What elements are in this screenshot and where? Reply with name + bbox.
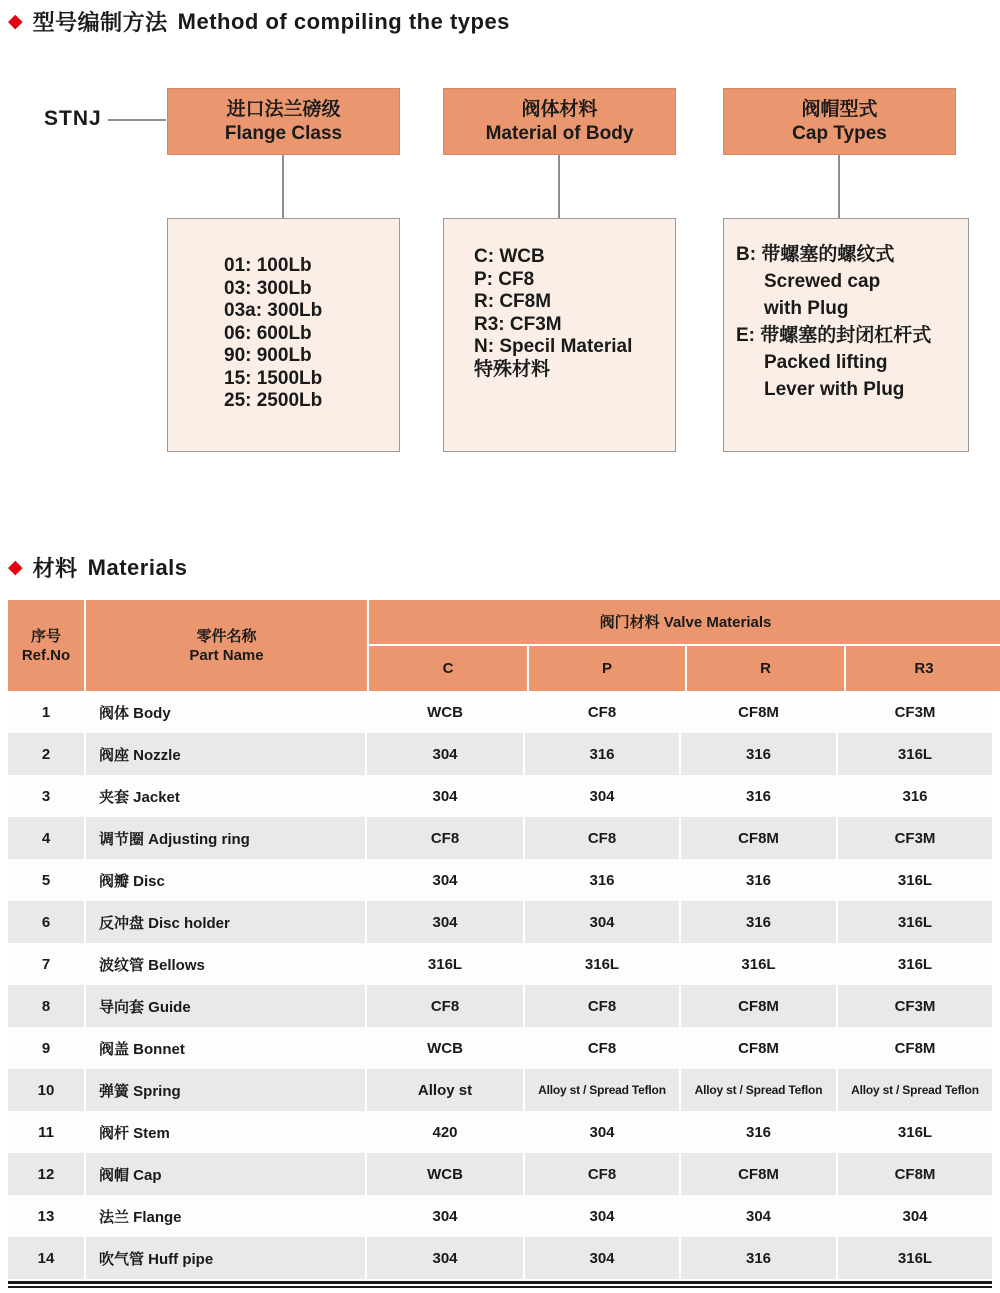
header-cell-part-name [86, 600, 367, 691]
row-material-value: 316 [679, 1237, 836, 1279]
row-material-value: CF8M [679, 985, 836, 1027]
row-material-value: 316 [679, 859, 836, 901]
section-title-method-zh: 型号编制方法 [32, 10, 168, 35]
row-material-value: 304 [523, 901, 679, 943]
row-ref-no: 8 [41, 997, 51, 1015]
diagram-item: N: Specil Material [474, 336, 633, 357]
row-material-value: 304 [365, 733, 523, 775]
diagram-item: R3: CF3M [474, 313, 562, 335]
table-bottom-rule-thin [8, 1286, 992, 1288]
diagram-header-en: Material of Body [485, 122, 634, 144]
row-material-value: 316 [523, 859, 679, 901]
row-material-value: CF8M [679, 1153, 836, 1195]
row-material-value: CF8M [679, 691, 836, 733]
row-material-value: CF8M [836, 1027, 992, 1069]
diagram-item: 特殊材料 [474, 358, 551, 380]
row-ref-no: 7 [41, 955, 51, 973]
row-material-value: 304 [365, 859, 523, 901]
row-part-name: 弹簧 Spring [84, 1069, 365, 1111]
header-col-c: C [442, 660, 454, 677]
diagram-item: B: 带螺塞的螺纹式 [736, 244, 895, 265]
connector-line-vertical [558, 155, 560, 218]
table-row [8, 1111, 992, 1153]
row-material-value: 304 [523, 1111, 679, 1153]
header-part-name-zh: 零件名称 [196, 627, 257, 645]
header-cell-ref-no [8, 600, 84, 691]
table-row [8, 733, 992, 775]
row-material-value: 316L [836, 943, 992, 985]
diamond-bullet-icon: ◆ [8, 11, 23, 32]
row-ref-no: 9 [41, 1039, 51, 1057]
row-material-value: WCB [365, 1153, 523, 1195]
connector-line-vertical [282, 155, 284, 218]
model-code: STNJ [44, 107, 102, 130]
materials-table-header [8, 600, 992, 691]
row-material-value: Alloy st / Spread Teflon [679, 1069, 836, 1111]
diagram-item: E: 带螺塞的封闭杠杆式 [736, 325, 932, 346]
diagram-item: with Plug [764, 298, 849, 319]
row-material-value: 316L [836, 901, 992, 943]
diagram-header-en: Flange Class [224, 122, 343, 144]
row-part-name: 夹套 Jacket [84, 775, 365, 817]
row-part-name: 波纹管 Bellows [84, 943, 365, 985]
row-material-value: WCB [365, 691, 523, 733]
diagram-item: R: CF8M [474, 291, 552, 312]
diagram-item: Lever with Plug [764, 379, 905, 400]
row-material-value: 316L [679, 943, 836, 985]
row-material-value: CF8 [523, 817, 679, 859]
row-ref-no: 5 [41, 871, 51, 889]
row-part-name: 调节圈 Adjusting ring [84, 817, 365, 859]
row-material-value: CF3M [836, 985, 992, 1027]
diagram-item: 06: 600Lb [224, 322, 312, 344]
row-ref-no: 10 [37, 1081, 55, 1099]
diagram-header-material-of-body [443, 88, 676, 155]
diagram-item: 03a: 300Lb [224, 300, 323, 321]
row-material-value: 420 [365, 1111, 523, 1153]
row-material-value: Alloy st [365, 1069, 523, 1111]
table-row [8, 691, 992, 733]
row-material-value: 304 [365, 901, 523, 943]
diagram-list-cap-types [723, 218, 969, 452]
header-cell-p [529, 646, 685, 691]
table-row [8, 985, 992, 1027]
header-col-r: R [760, 660, 771, 677]
materials-table-body [8, 691, 992, 1279]
diagram-header-cap-types [723, 88, 956, 155]
header-cell-c [369, 646, 527, 691]
diagram-header-zh: 阀帽型式 [801, 98, 878, 120]
row-part-name: 反冲盘 Disc holder [84, 901, 365, 943]
row-ref-no: 3 [41, 787, 51, 805]
row-material-value: 304 [836, 1195, 992, 1237]
row-material-value: 304 [679, 1195, 836, 1237]
diamond-bullet-icon: ◆ [8, 557, 23, 578]
section-title-materials-en: Materials [87, 554, 188, 580]
header-ref-no-en: Ref.No [21, 646, 71, 664]
diagram-item: C: WCB [474, 246, 545, 267]
table-row [8, 1069, 992, 1111]
diagram-item: P: CF8 [474, 268, 535, 290]
row-ref-no: 12 [37, 1165, 55, 1183]
row-ref-no: 1 [41, 703, 51, 721]
row-ref-no: 4 [41, 829, 51, 847]
row-material-value: 304 [523, 1195, 679, 1237]
header-col-p: P [601, 660, 612, 677]
materials-table [8, 600, 992, 1288]
row-material-value: 304 [365, 1195, 523, 1237]
connector-line-vertical [838, 155, 840, 218]
row-part-name: 阀帽 Cap [84, 1153, 365, 1195]
table-row [8, 775, 992, 817]
row-part-name: 法兰 Flange [84, 1195, 365, 1237]
row-material-value: 316 [679, 901, 836, 943]
diagram-item: 25: 2500Lb [224, 390, 323, 411]
header-valve-materials: 阀门材料 Valve Materials [599, 613, 772, 631]
header-cell-r [687, 646, 844, 691]
table-row [8, 901, 992, 943]
diagram-list-flange-class [167, 218, 400, 452]
diagram-item: Screwed cap [764, 271, 881, 292]
row-material-value: Alloy st / Spread Teflon [523, 1069, 679, 1111]
row-material-value: 316 [836, 775, 992, 817]
diagram-header-zh: 进口法兰磅级 [226, 98, 341, 120]
diagram-header-zh: 阀体材料 [521, 98, 598, 120]
row-material-value: 316 [523, 733, 679, 775]
row-material-value: 316L [836, 733, 992, 775]
section-title-materials [8, 552, 188, 583]
row-material-value: 316 [679, 775, 836, 817]
row-material-value: 304 [365, 1237, 523, 1279]
row-ref-no: 6 [41, 913, 51, 931]
row-material-value: 304 [523, 775, 679, 817]
diagram-item: Packed lifting [764, 352, 888, 373]
row-material-value: CF8 [523, 691, 679, 733]
table-row [8, 1195, 992, 1237]
row-material-value: CF8 [365, 817, 523, 859]
section-title-materials-zh: 材料 [32, 556, 78, 581]
section-title-method [8, 6, 510, 37]
row-part-name: 吹气管 Huff pipe [84, 1237, 365, 1279]
row-part-name: 阀座 Nozzle [84, 733, 365, 775]
diagram-header-en: Cap Types [792, 122, 887, 144]
row-ref-no: 2 [41, 745, 51, 763]
table-row [8, 943, 992, 985]
row-ref-no: 14 [37, 1249, 55, 1267]
header-ref-no-zh: 序号 [30, 627, 61, 645]
connector-line-horizontal [108, 119, 166, 121]
row-part-name: 阀杆 Stem [84, 1111, 365, 1153]
diagram-item: 90: 900Lb [224, 345, 312, 366]
row-material-value: CF8M [679, 1027, 836, 1069]
row-part-name: 阀瓣 Disc [84, 859, 365, 901]
row-material-value: 316 [679, 1111, 836, 1153]
row-material-value: CF8 [523, 1153, 679, 1195]
diagram-item: 01: 100Lb [224, 255, 312, 276]
row-material-value: CF3M [836, 817, 992, 859]
row-material-value: CF8M [679, 817, 836, 859]
row-ref-no: 13 [37, 1207, 55, 1225]
table-row [8, 817, 992, 859]
table-row [8, 1153, 992, 1195]
row-material-value: CF8M [836, 1153, 992, 1195]
header-col-r3: R3 [914, 660, 934, 677]
row-material-value: 304 [523, 1237, 679, 1279]
row-part-name: 阀体 Body [84, 691, 365, 733]
table-row [8, 859, 992, 901]
table-row [8, 1237, 992, 1279]
row-material-value: CF8 [523, 985, 679, 1027]
row-material-value: 316L [365, 943, 523, 985]
row-material-value: CF8 [365, 985, 523, 1027]
header-cell-r3 [846, 646, 1000, 691]
header-cell-valve-materials [369, 600, 1000, 644]
header-part-name-en: Part Name [189, 646, 264, 664]
row-material-value: CF3M [836, 691, 992, 733]
section-title-method-en: Method of compiling the types [177, 8, 510, 34]
row-material-value: 304 [365, 775, 523, 817]
row-material-value: Alloy st / Spread Teflon [836, 1069, 992, 1111]
diagram-list-material-of-body [443, 218, 676, 452]
row-ref-no: 11 [38, 1123, 54, 1141]
table-bottom-rule-thick [8, 1281, 992, 1284]
row-material-value: 316L [836, 1111, 992, 1153]
diagram-header-flange-class [167, 88, 400, 155]
row-material-value: 316 [679, 733, 836, 775]
diagram-item: 15: 1500Lb [224, 367, 323, 389]
row-part-name: 阀盖 Bonnet [84, 1027, 365, 1069]
row-part-name: 导向套 Guide [84, 985, 365, 1027]
row-material-value: 316L [836, 1237, 992, 1279]
row-material-value: WCB [365, 1027, 523, 1069]
table-row [8, 1027, 992, 1069]
diagram-item: 03: 300Lb [224, 277, 312, 299]
row-material-value: 316L [836, 859, 992, 901]
row-material-value: CF8 [523, 1027, 679, 1069]
row-material-value: 316L [523, 943, 679, 985]
